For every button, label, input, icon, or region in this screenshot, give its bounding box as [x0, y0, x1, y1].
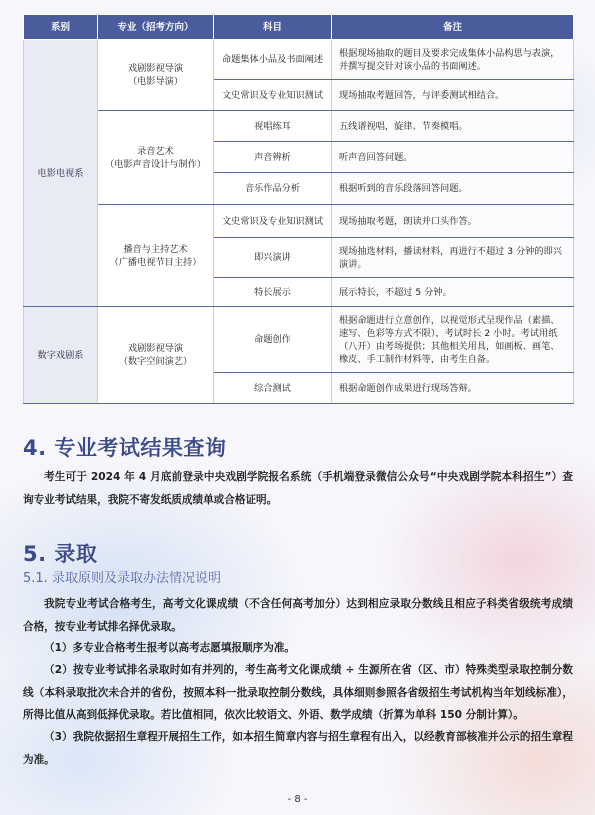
section-4-title: 4. 专业考试结果查询 [23, 436, 227, 460]
subject-cell: 命题集体小品及书面阐述 [214, 40, 332, 80]
subject-cell: 综合测试 [214, 373, 332, 404]
admission-rule-1: （1）多专业合格考生报考以高考志愿填报顺序为准。 [44, 642, 296, 654]
major-label: 播音与主持艺术 （广播电视节目主持） [109, 243, 202, 268]
table-row [24, 40, 574, 80]
major-label: 戏剧影视导演 （电影导演） [127, 63, 184, 87]
subject-cell: 特长展示 [214, 278, 332, 307]
section-5-1-subtitle: 5.1. 录取原则及录取办法情况说明 [23, 571, 221, 586]
major-cell [98, 111, 214, 205]
major-cell [98, 40, 214, 111]
subject-cell: 即兴演讲 [214, 238, 332, 278]
admission-subjects-table-wrapper [23, 14, 573, 404]
admission-rule-3: （3）我院依据招生章程开展招生工作，如本招生简章内容与招生章程有出入，以经教育部核准并公示的招生章程为准。 [23, 731, 573, 766]
remarks-cell: 听声音回答问题。 [332, 142, 574, 173]
section-4-body: 考生可于 2024 年 4 月底前登录中央戏剧学院报名系统（手机端登录微信公众号“中央戏剧学院本科招生”）查询专业考试结果，我院不寄发纸质成绩单或合格证明。 [23, 471, 573, 506]
admission-subjects-table [23, 14, 574, 404]
table-header-row [24, 15, 574, 40]
subject-cell: 音乐作品分析 [214, 173, 332, 205]
subject-cell: 文史常识及专业知识测试 [214, 80, 332, 111]
remarks-cell: 展示特长，不超过 5 分钟。 [332, 278, 574, 307]
subject-cell: 命题创作 [214, 307, 332, 373]
remarks-cell: 现场抽选材料，播读材料，再进行不超过 3 分钟的即兴演讲。 [332, 238, 574, 278]
remarks-cell: 根据听到的音乐段落回答问题。 [332, 173, 574, 205]
department-cell: 电影电视系 [24, 40, 98, 307]
subject-cell: 视唱练耳 [214, 111, 332, 142]
admission-rule-2: （2）按专业考试排名录取时如有并列的，考生高考文化课成绩 ÷ 生源所在省（区、市）特殊类型录取控制分数线（本科录取批次未合并的省份，按照本科一批录取控制分数线，具体细则参照各省级招生考试机构当年划线标准），所得比值从高到低择优录取。若比值相同，依次比较语文、外语、数学成绩（折算为单科 150 分制计算）。 [23, 664, 573, 721]
header-remarks: 备注 [332, 15, 574, 40]
department-cell: 数字戏剧系 [24, 307, 98, 404]
section-5-title: 5. 录取 [23, 542, 98, 566]
header-department: 系别 [24, 15, 98, 40]
remarks-cell: 根据现场抽取的题目及要求完成集体小品构思与表演，并撰写提交针对该小品的书面阐述。 [332, 40, 574, 80]
header-major: 专业（招考方向） [98, 15, 214, 40]
header-subject: 科目 [214, 15, 332, 40]
remarks-cell: 根据命题创作成果进行现场答辩。 [332, 373, 574, 404]
table-row [24, 205, 574, 238]
remarks-cell: 五线谱视唱，旋律、节奏模唱。 [332, 111, 574, 142]
remarks-cell: 根据命题进行立意创作，以视觉形式呈现作品（素描、速写、色彩等方式不限），考试时长 2 小时。考试用纸（八开）由考场提供；其他相关用具，如画板、画笔、橡皮、手工制作材料等，由考生自备。 [332, 307, 574, 373]
table-row [24, 307, 574, 373]
admission-principle-paragraph: 我院专业考试合格考生，高考文化课成绩（不含任何高考加分）达到相应录取分数线且相应子科类省级统考成绩合格，按专业考试排名择优录取。 [23, 598, 573, 633]
subject-cell: 文史常识及专业知识测试 [214, 205, 332, 238]
major-label: 录音艺术 （电影声音设计与制作） [104, 145, 207, 170]
major-cell [98, 307, 214, 404]
remarks-cell: 现场抽取考题，朗读并口头作答。 [332, 205, 574, 238]
table-row [24, 111, 574, 142]
major-label: 戏剧影视导演 （数字空间演艺） [118, 343, 193, 367]
subject-cell: 声音辨析 [214, 142, 332, 173]
major-cell [98, 205, 214, 307]
page-number: - 8 - [287, 794, 308, 805]
remarks-cell: 现场抽取考题回答，与评委测试相结合。 [332, 80, 574, 111]
